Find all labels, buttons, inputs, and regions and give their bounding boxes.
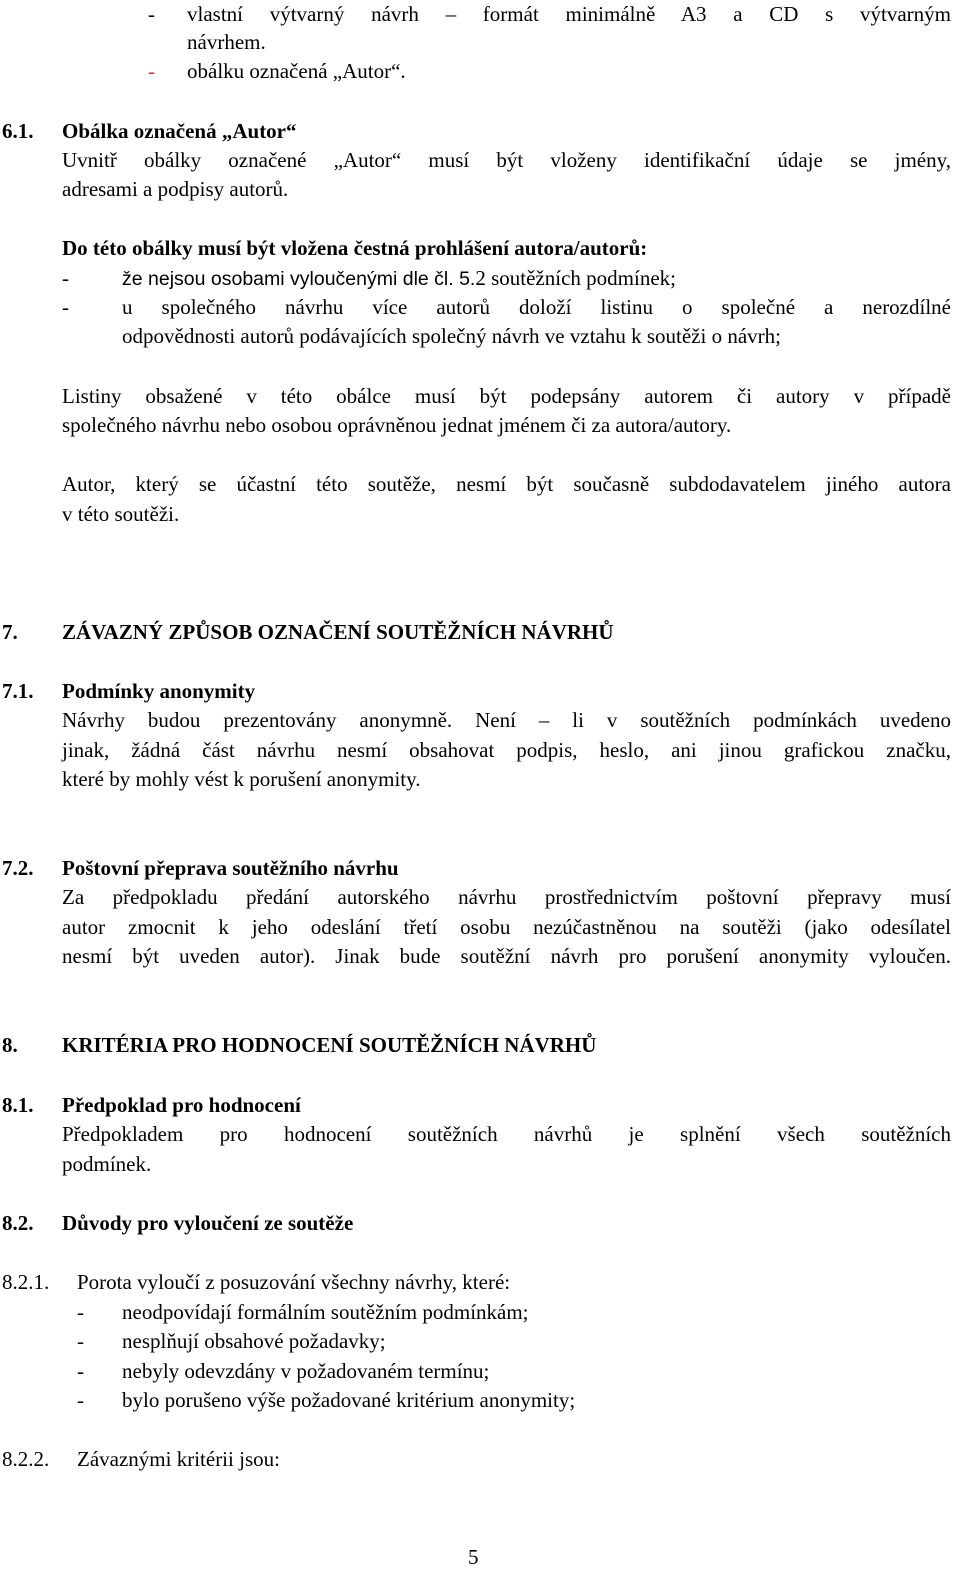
section-title: KRITÉRIA PRO HODNOCENÍ SOUTĚŽNÍCH NÁVRHŮ <box>62 1033 597 1057</box>
list-item-text-part: že nejsou osobami vyloučenými dle čl. 5. <box>122 268 476 290</box>
paragraph-line: nesmí být uveden autor). Jinak bude soutěžní návrh pro porušení anonymity vyloučen. <box>62 944 951 968</box>
section-number: 8.1. <box>2 1093 34 1117</box>
section-number: 8. <box>2 1033 18 1057</box>
paragraph-line: adresami a podpisy autorů. <box>62 177 289 201</box>
list-dash: - <box>77 1300 84 1324</box>
section-title: Podmínky anonymity <box>62 679 256 703</box>
section-title: ZÁVAZNÝ ZPŮSOB OZNAČENÍ SOUTĚŽNÍCH NÁVRHŮ <box>62 620 614 644</box>
section-number: 6.1. <box>2 119 34 143</box>
section-title: Poštovní přeprava soutěžního návrhu <box>62 856 399 880</box>
section-title: Důvody pro vyloučení ze soutěže <box>62 1211 354 1235</box>
section-number: 8.2. <box>2 1211 34 1235</box>
list-dash: - <box>62 266 69 290</box>
list-item-text: neodpovídají formálním soutěžním podmínkám; <box>122 1300 529 1324</box>
paragraph-line: Předpokladem pro hodnocení soutěžních návrhů je splnění všech soutěžních <box>62 1122 951 1146</box>
section-number: 8.2.1. <box>2 1270 50 1294</box>
list-dash: - <box>77 1359 84 1383</box>
list-dash: - <box>77 1388 84 1412</box>
page-number: 5 <box>468 1545 479 1569</box>
paragraph-line: Za předpokladu předání autorského návrhu prostřednictvím poštovní přepravy musí <box>62 885 951 909</box>
paragraph-line: které by mohly vést k porušení anonymity. <box>62 767 421 791</box>
list-dash: - <box>148 59 155 83</box>
section-title: Obálka označená „Autor“ <box>62 119 297 143</box>
list-item-text: u společného návrhu více autorů doloží listinu o společné a nerozdílné <box>122 295 951 319</box>
list-item-text: bylo porušeno výše požadované kritérium anonymity; <box>122 1388 576 1412</box>
paragraph-line: Autor, který se účastní této soutěže, nesmí být současně subdodavatelem jiného autora <box>62 472 951 496</box>
list-dash: - <box>148 2 155 26</box>
paragraph-line: jinak, žádná část návrhu nesmí obsahovat podpis, heslo, ani jinou grafickou značku, <box>62 738 951 762</box>
section-number: 7. <box>2 620 18 644</box>
section-title: Předpoklad pro hodnocení <box>62 1093 301 1117</box>
paragraph-line: společného návrhu nebo osobou oprávněnou jednat jménem či za autora/autory. <box>62 413 732 437</box>
list-item-text: odpovědnosti autorů podávajících společný návrh ve vztahu k soutěži o návrh; <box>122 324 781 348</box>
paragraph-line: Uvnitř obálky označené „Autor“ musí být vloženy identifikační údaje se jmény, <box>62 148 951 172</box>
paragraph-line: autor zmocnit k jeho odeslání třetí osobu nezúčastněnou na soutěži (jako odesílatel <box>62 915 951 939</box>
bold-heading: Do této obálky musí být vložena čestná prohlášení autora/autorů: <box>62 236 648 260</box>
paragraph-line: Závaznými kritérii jsou: <box>77 1447 280 1471</box>
paragraph-line: Návrhy budou prezentovány anonymně. Není – li v soutěžních podmínkách uvedeno <box>62 708 951 732</box>
list-item-text-part: 2 soutěžních podmínek; <box>475 266 676 290</box>
list-item-text: nebyly odevzdány v požadovaném termínu; <box>122 1359 490 1383</box>
paragraph-line: podmínek. <box>62 1152 152 1176</box>
list-dash: - <box>62 295 69 319</box>
paragraph-line: Porota vyloučí z posuzování všechny návrhy, které: <box>77 1270 511 1294</box>
list-item-text: návrhem. <box>187 30 266 54</box>
list-item-text: obálku označená „Autor“. <box>187 59 406 83</box>
paragraph-line: v této soutěži. <box>62 502 180 526</box>
list-dash: - <box>77 1329 84 1353</box>
list-item-text: nesplňují obsahové požadavky; <box>122 1329 386 1353</box>
section-number: 7.1. <box>2 679 34 703</box>
section-number: 8.2.2. <box>2 1447 50 1471</box>
section-number: 7.2. <box>2 856 34 880</box>
list-item-text <box>122 264 676 295</box>
list-item-text: vlastní výtvarný návrh – formát minimálně A3 a CD s výtvarným <box>187 2 951 26</box>
paragraph-line: Listiny obsažené v této obálce musí být podepsány autorem či autory v případě <box>62 384 951 408</box>
